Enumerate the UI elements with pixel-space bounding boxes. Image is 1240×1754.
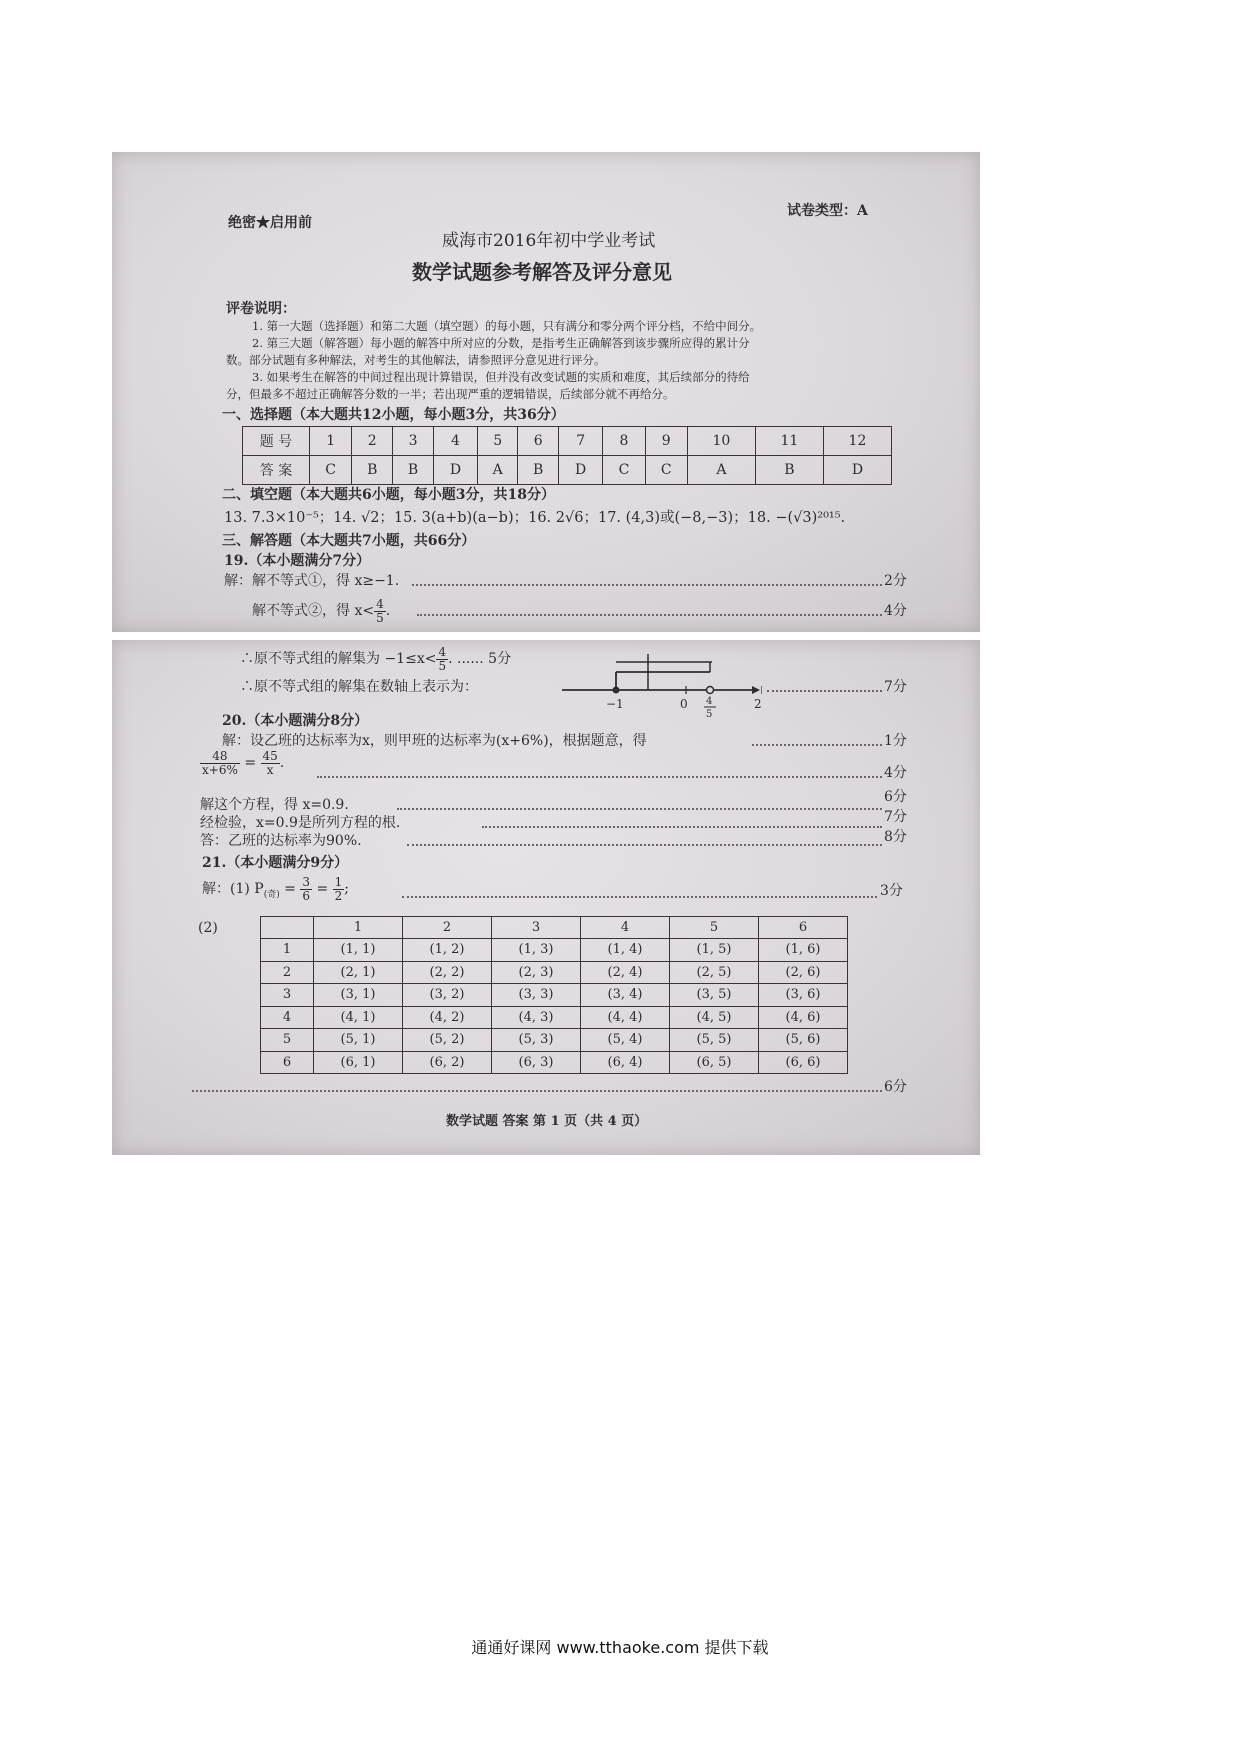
- dot-leader: [192, 1090, 882, 1092]
- question-number: 7: [559, 427, 603, 456]
- column-header: 3: [492, 917, 581, 939]
- dot-leader: [407, 844, 882, 846]
- q20-line-1: 解：设乙班的达标率为x，则甲班的达标率为(x+6%)，根据题意，得: [222, 733, 647, 749]
- outcome-cell: (3, 4): [581, 984, 670, 1007]
- column-header: 2: [403, 917, 492, 939]
- column-header: 1: [314, 917, 403, 939]
- notes-line-1: 1. 第一大题（选择题）和第二大题（填空题）的每小题，只有满分和零分两个评分档，不给中间分。: [252, 319, 762, 333]
- q21-part-2: (2): [198, 920, 218, 936]
- outcome-cell: (2, 2): [403, 961, 492, 984]
- q19-line-1: 解：解不等式①，得 x≥−1.: [224, 573, 400, 589]
- choice-answer: D: [559, 456, 603, 485]
- q19-line-2: 解不等式②，得 x< $\frac{4}{5}$ .: [252, 597, 391, 625]
- tick-label-five: 5: [706, 709, 713, 720]
- row-header: 5: [261, 1029, 314, 1052]
- question-number: 4: [433, 427, 477, 456]
- dot-leader: [767, 690, 882, 692]
- q19-score-1: 2分: [884, 573, 907, 589]
- q20-line-3: 解这个方程，得 x=0.9.: [200, 797, 349, 813]
- outcome-cell: (3, 2): [403, 984, 492, 1007]
- outcome-cell: (1, 4): [581, 939, 670, 962]
- dot-leader: [752, 744, 882, 746]
- dot-leader: [412, 584, 882, 586]
- fraction: $\frac{48}{x+6\%}$: [202, 749, 238, 777]
- q19-line-3: ∴原不等式组的解集为 −1≤x< $\frac{4}{5}$ . ...... 5分: [240, 645, 512, 673]
- table-row: [261, 1029, 848, 1052]
- q21-heading: 21.（本小题满分9分）: [202, 855, 349, 871]
- q20-score-5: 8分: [884, 829, 907, 845]
- outcome-cell: (4, 4): [581, 1006, 670, 1029]
- fraction: $\frac{1}{2}$: [334, 875, 343, 903]
- tick-label-zero: 0: [680, 697, 688, 711]
- row-header: 2: [261, 961, 314, 984]
- dot-leader: [402, 896, 877, 898]
- exam-photo-top: [112, 152, 980, 632]
- tick-label-minus-one: −1: [606, 697, 624, 711]
- outcome-cell: (5, 2): [403, 1029, 492, 1052]
- choice-answer: B: [755, 456, 823, 485]
- q20-equation: $\frac{48}{x+6\%}$ = $\frac{45}{x}$ .: [202, 749, 285, 777]
- table-row: [261, 1051, 848, 1074]
- q20-score-2: 4分: [884, 765, 907, 781]
- table-row: [261, 984, 848, 1007]
- site-footer: 通通好课网 www.tthaoke.com 提供下载: [471, 1638, 769, 1657]
- notes-heading: 评卷说明：: [226, 301, 296, 317]
- notes-line-4: 3. 如果考生在解答的中间过程出现计算错误，但并没有改变试题的实质和难度，其后续部分的待给: [252, 370, 750, 384]
- section1-heading: 一、选择题（本大题共12小题，每小题3分，共36分）: [222, 407, 565, 423]
- secret-label: 绝密★启用前: [228, 215, 312, 231]
- question-number: 12: [823, 427, 891, 456]
- fraction: $\frac{3}{6}$: [302, 875, 311, 903]
- row-header: 1: [261, 939, 314, 962]
- question-number: 3: [393, 427, 434, 456]
- column-header: 5: [670, 917, 759, 939]
- table-row: [261, 961, 848, 984]
- column-header: 6: [759, 917, 848, 939]
- outcome-cell: (6, 4): [581, 1051, 670, 1074]
- outcome-cell: (1, 1): [314, 939, 403, 962]
- outcome-cell: (5, 4): [581, 1029, 670, 1052]
- row-header: 6: [261, 1051, 314, 1074]
- dot-leader: [482, 826, 882, 828]
- q20-line-5: 答：乙班的达标率为90%.: [200, 833, 362, 849]
- notes-line-5: 分，但最多不超过正确解答分数的一半；若出现严重的逻辑错误，后续部分就不再给分。: [226, 387, 675, 401]
- arrow-head: [752, 686, 760, 694]
- question-number: 11: [755, 427, 823, 456]
- q20-heading: 20.（本小题满分8分）: [222, 713, 369, 729]
- section2-heading: 二、填空题（本大题共6小题，每小题3分，共18分）: [222, 487, 555, 503]
- q21-score-2: 6分: [884, 1079, 907, 1095]
- outcome-cell: (2, 4): [581, 961, 670, 984]
- dot-leader: [417, 614, 882, 616]
- exam-title: 威海市2016年初中学业考试: [442, 231, 656, 251]
- fraction: $\frac{4}{5}$: [376, 597, 384, 625]
- outcome-cell: (3, 3): [492, 984, 581, 1007]
- q20-line-4: 经检验，x=0.9是所列方程的根.: [200, 815, 401, 831]
- outcome-cell: (1, 3): [492, 939, 581, 962]
- choice-answer: C: [310, 456, 352, 485]
- q21-part-1: 解：(1) $P_{(奇)}$ = $\frac{3}{6}$ = $\frac{1}{2}$ ;: [202, 875, 350, 903]
- q19-heading: 19.（本小题满分7分）: [224, 553, 371, 569]
- tick-label-four: 4: [706, 696, 713, 707]
- choice-answer: D: [433, 456, 477, 485]
- q19-line-4: ∴原不等式组的解集在数轴上表示为：: [240, 679, 478, 695]
- fraction: $\frac{45}{x}$: [262, 749, 278, 777]
- q21-score-1: 3分: [880, 883, 903, 899]
- outcome-cell: (2, 1): [314, 961, 403, 984]
- choice-answer: B: [352, 456, 393, 485]
- outcome-cell: (2, 6): [759, 961, 848, 984]
- outcome-cell: (4, 1): [314, 1006, 403, 1029]
- outcome-cell: (3, 5): [670, 984, 759, 1007]
- notes-line-2: 2. 第三大题（解答题）每小题的解答中所对应的分数，是指考生正确解答到该步骤所应得的累计分: [252, 336, 750, 350]
- exam-subtitle: 数学试题参考解答及评分意见: [412, 260, 672, 284]
- question-number: 10: [687, 427, 755, 456]
- question-number: 9: [645, 427, 687, 456]
- column-header: 4: [581, 917, 670, 939]
- choice-answer: C: [603, 456, 645, 485]
- choice-answer: C: [645, 456, 687, 485]
- outcome-cell: (4, 2): [403, 1006, 492, 1029]
- outcome-cell: (4, 6): [759, 1006, 848, 1029]
- question-number: 8: [603, 427, 645, 456]
- outcome-cell: (6, 6): [759, 1051, 848, 1074]
- row-header: 3: [261, 984, 314, 1007]
- table-row: [261, 1006, 848, 1029]
- choice-answer: A: [478, 456, 518, 485]
- choice-answer: B: [393, 456, 434, 485]
- exam-photo-bottom: [112, 640, 980, 1155]
- outcome-cell: (1, 2): [403, 939, 492, 962]
- outcome-cell: (6, 3): [492, 1051, 581, 1074]
- paper-type: 试卷类型：A: [787, 203, 868, 219]
- dice-outcome-table: [260, 916, 848, 1074]
- notes-line-3: 数。部分试题有多种解法，对考生的其他解法，请参照评分意见进行评分。: [226, 353, 606, 367]
- outcome-cell: (3, 6): [759, 984, 848, 1007]
- row-header: 4: [261, 1006, 314, 1029]
- choice-answer: B: [518, 456, 559, 485]
- q20-score-1: 1分: [884, 733, 907, 749]
- q20-score-3: 6分: [884, 789, 907, 805]
- closed-dot: [613, 687, 620, 694]
- outcome-cell: (5, 1): [314, 1029, 403, 1052]
- q19-score-4: 7分: [884, 679, 907, 695]
- choice-answer: D: [823, 456, 891, 485]
- number-line-diagram: [562, 650, 762, 720]
- outcome-cell: (6, 5): [670, 1051, 759, 1074]
- table-corner: [261, 917, 314, 939]
- dot-leader: [317, 776, 882, 778]
- fraction: $\frac{4}{5}$: [438, 645, 447, 673]
- row-label-number: 题 号: [243, 427, 310, 456]
- q19-score-2: 4分: [884, 603, 907, 619]
- outcome-cell: (2, 3): [492, 961, 581, 984]
- choice-answer-table: [242, 426, 892, 485]
- dot-leader: [397, 808, 882, 810]
- outcome-cell: (5, 3): [492, 1029, 581, 1052]
- outcome-cell: (5, 6): [759, 1029, 848, 1052]
- open-dot: [707, 687, 714, 694]
- outcome-cell: (6, 2): [403, 1051, 492, 1074]
- outcome-cell: (3, 1): [314, 984, 403, 1007]
- fill-blank-answers: 13. 7.3×10⁻⁵；14. √2；15. 3(a+b)(a−b)；16. 2√6；17. (4,3)或(−8,−3)；18. −(√3)²⁰¹⁵.: [224, 510, 846, 526]
- outcome-cell: (2, 5): [670, 961, 759, 984]
- question-number: 6: [518, 427, 559, 456]
- outcome-cell: (1, 5): [670, 939, 759, 962]
- q20-score-4: 7分: [884, 809, 907, 825]
- row-label-answer: 答 案: [243, 456, 310, 485]
- outcome-cell: (6, 1): [314, 1051, 403, 1074]
- choice-answer: A: [687, 456, 755, 485]
- question-number: 1: [310, 427, 352, 456]
- outcome-cell: (4, 3): [492, 1006, 581, 1029]
- outcome-cell: (4, 5): [670, 1006, 759, 1029]
- table-row: [261, 939, 848, 962]
- section3-heading: 三、解答题（本大题共7小题，共66分）: [222, 533, 476, 549]
- outcome-cell: (1, 6): [759, 939, 848, 962]
- page-number-footer: 数学试题 答案 第 1 页（共 4 页）: [446, 1114, 648, 1129]
- tick-label-two: 2: [754, 697, 762, 711]
- question-number: 5: [478, 427, 518, 456]
- outcome-cell: (5, 5): [670, 1029, 759, 1052]
- question-number: 2: [352, 427, 393, 456]
